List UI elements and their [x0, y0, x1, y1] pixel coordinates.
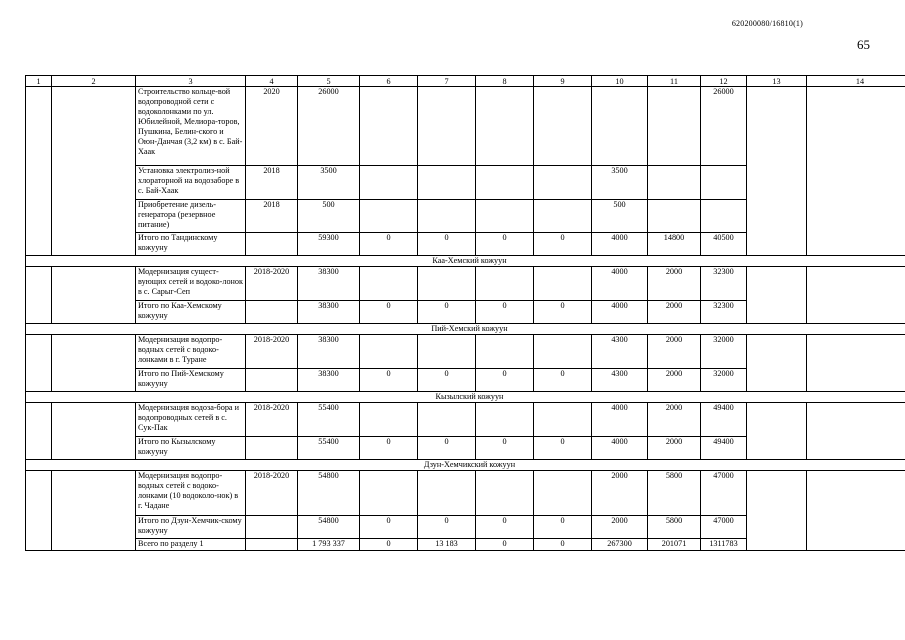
section-title: Кызылский кожуун: [26, 392, 905, 403]
amount-cell: 2000: [648, 437, 701, 460]
amount-cell: [701, 200, 747, 233]
column-number: 2: [52, 76, 136, 87]
blank-cell: [747, 471, 807, 551]
blank-cell: [807, 87, 905, 256]
project-name: Установка электролиз-ной хлораторной на водозаборе в с. Бай-Хаак: [136, 166, 246, 200]
amount-cell: 38300: [298, 267, 360, 301]
blank-cell: [747, 87, 807, 256]
amount-cell: [360, 267, 418, 301]
amount-cell: 0: [476, 301, 534, 324]
amount-cell: 0: [360, 369, 418, 392]
table-row: [26, 403, 905, 437]
amount-cell: 4000: [592, 301, 648, 324]
amount-cell: 0: [534, 516, 592, 539]
amount-cell: 0: [418, 516, 476, 539]
amount-cell: 4000: [592, 403, 648, 437]
amount-cell: [648, 87, 701, 166]
amount-cell: 0: [360, 301, 418, 324]
project-name: Строительство кольце-вой водопроводной сети с водоколонками по ул. Юбилейной, Мелиора-торов, Пушкина, Белин-ского и Оюн-Данчая (3,2 км) в с. Бай-Хаак: [136, 87, 246, 166]
amount-cell: 38300: [298, 369, 360, 392]
amount-cell: [592, 87, 648, 166]
amount-cell: [360, 471, 418, 516]
column-number: 8: [476, 76, 534, 87]
amount-cell: 267300: [592, 539, 648, 551]
amount-cell: 40500: [701, 233, 747, 256]
section-title: Каа-Хемский кожуун: [26, 256, 905, 267]
amount-cell: [418, 471, 476, 516]
blank-cell: [747, 403, 807, 460]
project-year: 2018: [246, 166, 298, 200]
amount-cell: [534, 200, 592, 233]
amount-cell: [648, 200, 701, 233]
section-header-row: [26, 324, 905, 335]
amount-cell: 0: [360, 437, 418, 460]
project-name: Модернизация водопро-водных сетей с водоко-лонками в г. Туране: [136, 335, 246, 369]
amount-cell: 4000: [592, 267, 648, 301]
project-year: [246, 516, 298, 539]
amount-cell: 13 183: [418, 539, 476, 551]
blank-cell: [747, 267, 807, 324]
blank-cell: [52, 403, 136, 460]
amount-cell: 47000: [701, 516, 747, 539]
blank-cell: [807, 471, 905, 551]
amount-cell: 55400: [298, 403, 360, 437]
amount-cell: 0: [476, 437, 534, 460]
amount-cell: [360, 87, 418, 166]
amount-cell: 201071: [648, 539, 701, 551]
amount-cell: 47000: [701, 471, 747, 516]
amount-cell: 59300: [298, 233, 360, 256]
column-number: 7: [418, 76, 476, 87]
project-year: 2018-2020: [246, 267, 298, 301]
amount-cell: [418, 335, 476, 369]
amount-cell: 2000: [648, 267, 701, 301]
project-name: Модернизация водоза-бора и водопроводных сетей в с. Сук-Пак: [136, 403, 246, 437]
amount-cell: 0: [360, 516, 418, 539]
amount-cell: [476, 166, 534, 200]
page-number: 65: [857, 37, 870, 52]
amount-cell: 4000: [592, 233, 648, 256]
amount-cell: 54800: [298, 471, 360, 516]
amount-cell: 54800: [298, 516, 360, 539]
project-year: [246, 539, 298, 551]
amount-cell: [648, 166, 701, 200]
amount-cell: 0: [418, 437, 476, 460]
column-number: 1: [26, 76, 52, 87]
amount-cell: 1 793 337: [298, 539, 360, 551]
amount-cell: 49400: [701, 437, 747, 460]
amount-cell: 2000: [648, 403, 701, 437]
amount-cell: [418, 166, 476, 200]
amount-cell: 5800: [648, 471, 701, 516]
blank-cell: [807, 403, 905, 460]
project-year: [246, 233, 298, 256]
project-name: Приобретение дизель-генератора (резервное питание): [136, 200, 246, 233]
amount-cell: [360, 403, 418, 437]
amount-cell: 2000: [592, 471, 648, 516]
section-header-row: [26, 256, 905, 267]
document-id: 620200080/16810(1): [731, 19, 803, 28]
amount-cell: 1311783: [701, 539, 747, 551]
project-name: Итого по Пий-Хемскому кожууну: [136, 369, 246, 392]
blank-cell: [26, 335, 52, 392]
amount-cell: 0: [418, 369, 476, 392]
amount-cell: [418, 87, 476, 166]
amount-cell: 32000: [701, 369, 747, 392]
project-name: Итого по Кызылскому кожууну: [136, 437, 246, 460]
amount-cell: 0: [360, 539, 418, 551]
blank-cell: [52, 335, 136, 392]
amount-cell: [534, 166, 592, 200]
section-title: Пий-Хемский кожуун: [26, 324, 905, 335]
amount-cell: [476, 403, 534, 437]
table-row: [26, 87, 905, 166]
amount-cell: [360, 166, 418, 200]
column-number: 11: [648, 76, 701, 87]
project-name: Модернизация водопро-водных сетей с водоко-лонками (10 водоколо-нок) в г. Чадане: [136, 471, 246, 516]
blank-cell: [26, 87, 52, 256]
project-year: 2018-2020: [246, 335, 298, 369]
column-number: 10: [592, 76, 648, 87]
amount-cell: 0: [534, 437, 592, 460]
column-number: 9: [534, 76, 592, 87]
amount-cell: 2000: [592, 516, 648, 539]
project-year: [246, 301, 298, 324]
amount-cell: 4300: [592, 369, 648, 392]
amount-cell: 0: [476, 516, 534, 539]
blank-cell: [26, 471, 52, 551]
column-number-row: [26, 76, 905, 87]
amount-cell: 0: [534, 233, 592, 256]
table-row: [26, 471, 905, 516]
amount-cell: [418, 200, 476, 233]
amount-cell: 38300: [298, 335, 360, 369]
section-title: Дзун-Хемчикский кожуун: [26, 460, 905, 471]
column-number: 6: [360, 76, 418, 87]
amount-cell: 500: [592, 200, 648, 233]
amount-cell: [418, 267, 476, 301]
amount-cell: 2000: [648, 301, 701, 324]
project-year: 2018: [246, 200, 298, 233]
amount-cell: 55400: [298, 437, 360, 460]
amount-cell: 49400: [701, 403, 747, 437]
amount-cell: 0: [534, 369, 592, 392]
amount-cell: 0: [360, 233, 418, 256]
column-number: 5: [298, 76, 360, 87]
amount-cell: 32300: [701, 301, 747, 324]
amount-cell: [476, 471, 534, 516]
table-row: [26, 267, 905, 301]
section-header-row: [26, 460, 905, 471]
amount-cell: 0: [418, 301, 476, 324]
blank-cell: [52, 267, 136, 324]
project-name: Итого по Тандинскому кожууну: [136, 233, 246, 256]
amount-cell: [360, 200, 418, 233]
amount-cell: 26000: [701, 87, 747, 166]
amount-cell: 4300: [592, 335, 648, 369]
amount-cell: 32000: [701, 335, 747, 369]
amount-cell: 0: [476, 233, 534, 256]
amount-cell: [476, 267, 534, 301]
project-year: [246, 369, 298, 392]
amount-cell: [476, 335, 534, 369]
blank-cell: [26, 267, 52, 324]
project-year: 2018-2020: [246, 403, 298, 437]
project-name: Итого по Дзун-Хемчик-скому кожууну: [136, 516, 246, 539]
amount-cell: [534, 87, 592, 166]
project-year: 2020: [246, 87, 298, 166]
budget-table: [25, 75, 905, 551]
amount-cell: 4000: [592, 437, 648, 460]
amount-cell: 0: [534, 301, 592, 324]
column-number: 13: [747, 76, 807, 87]
table-row: [26, 335, 905, 369]
amount-cell: 3500: [298, 166, 360, 200]
section-header-row: [26, 392, 905, 403]
project-name: Итого по Каа-Хемскому кожууну: [136, 301, 246, 324]
amount-cell: 14800: [648, 233, 701, 256]
amount-cell: 32300: [701, 267, 747, 301]
project-year: [246, 437, 298, 460]
amount-cell: 0: [476, 369, 534, 392]
amount-cell: 0: [534, 539, 592, 551]
column-number: 4: [246, 76, 298, 87]
amount-cell: [534, 403, 592, 437]
column-number: 12: [701, 76, 747, 87]
amount-cell: [534, 335, 592, 369]
blank-cell: [747, 335, 807, 392]
project-year: 2018-2020: [246, 471, 298, 516]
amount-cell: 3500: [592, 166, 648, 200]
blank-cell: [26, 403, 52, 460]
blank-cell: [807, 335, 905, 392]
amount-cell: [360, 335, 418, 369]
amount-cell: 0: [418, 233, 476, 256]
column-number: 3: [136, 76, 246, 87]
amount-cell: [418, 403, 476, 437]
amount-cell: 26000: [298, 87, 360, 166]
project-name: Всего по разделу 1: [136, 539, 246, 551]
blank-cell: [52, 471, 136, 551]
amount-cell: 2000: [648, 369, 701, 392]
amount-cell: 500: [298, 200, 360, 233]
amount-cell: 2000: [648, 335, 701, 369]
amount-cell: [534, 267, 592, 301]
amount-cell: 5800: [648, 516, 701, 539]
amount-cell: 0: [476, 539, 534, 551]
amount-cell: 38300: [298, 301, 360, 324]
amount-cell: [534, 471, 592, 516]
amount-cell: [476, 200, 534, 233]
project-name: Модернизация сущест-вующих сетей и водоко-лонок в с. Сарыг-Сеп: [136, 267, 246, 301]
amount-cell: [701, 166, 747, 200]
blank-cell: [52, 87, 136, 256]
column-number: 14: [807, 76, 905, 87]
blank-cell: [807, 267, 905, 324]
amount-cell: [476, 87, 534, 166]
